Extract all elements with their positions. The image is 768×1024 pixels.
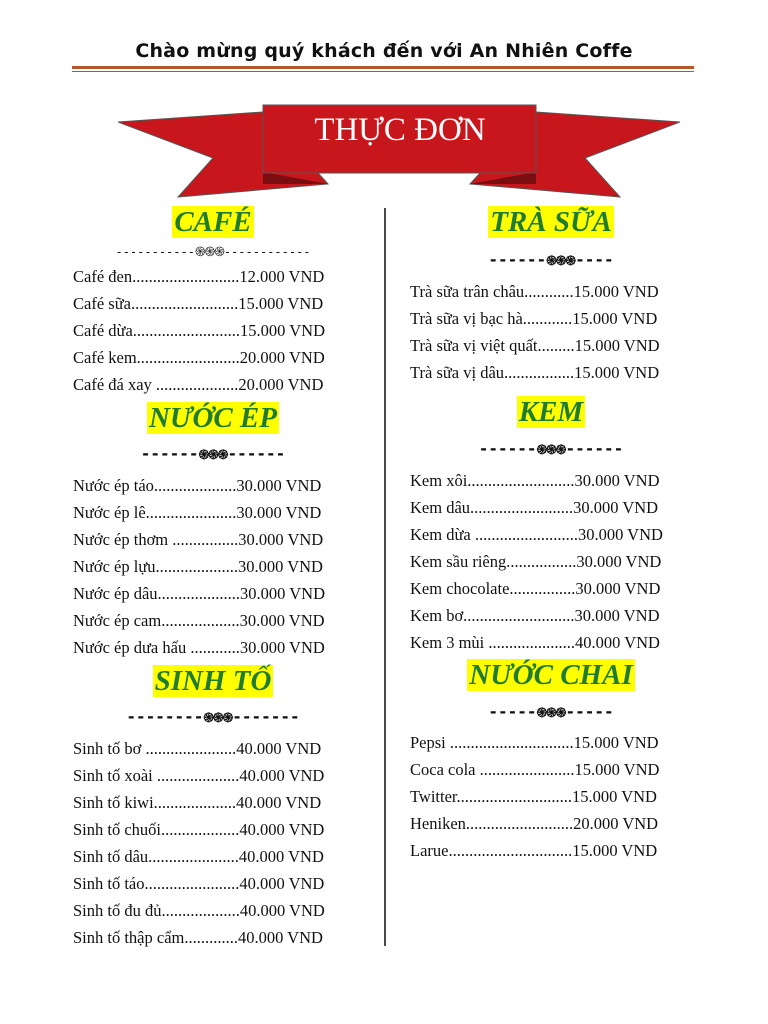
menu-item: Trà sữa trân châu............15.000 VND [410, 282, 659, 301]
ornament-tra-sua: ------֍֍֍---- [488, 250, 614, 269]
section-title-text: SINH TỐ [154, 665, 272, 697]
section-title-tra-sua [410, 206, 692, 238]
menu-item: Kem sầu riêng.................30.000 VND [410, 552, 662, 571]
menu-item: Café sữa..........................15.000 VND [73, 294, 324, 313]
menu-item: Trà sữa vị việt quất.........15.000 VND [410, 336, 660, 355]
swirl-icon: ֍֍֍ [546, 254, 576, 269]
menu-item: Sinh tố đu đủ...................40.000 VND [73, 901, 325, 920]
menu-item: Café đá xay ....................20.000 VND [73, 375, 324, 394]
swirl-icon: ֍֍֍ [536, 443, 566, 458]
menu-item: Larue..............................15.000 VND [410, 841, 658, 860]
menu-item: Sinh tố kiwi....................40.000 VND [73, 793, 322, 812]
swirl-icon: ֍֍֍ [203, 711, 233, 726]
menu-item: Sinh tố bơ ......................40.000 VND [73, 739, 322, 758]
menu-item: Sinh tố táo.......................40.000 VND [73, 874, 325, 893]
menu-item: Coca cola .......................15.000 VND [410, 760, 660, 779]
menu-item: Sinh tố xoài ....................40.000 VND [73, 766, 325, 785]
menu-item: Sinh tố thập cẩm.............40.000 VND [73, 928, 323, 947]
swirl-icon: ֍֍֍ [194, 245, 224, 260]
menu-item: Nước ép thơm ................30.000 VND [73, 530, 324, 549]
section-title-text: TRÀ SỮA [490, 206, 612, 238]
section-title-sinh-to [72, 665, 354, 697]
menu-item: Café kem.........................20.000 VND [73, 348, 325, 367]
header-rule-thin [72, 71, 694, 72]
menu-item: Kem dâu.........................30.000 VND [410, 498, 659, 517]
menu-item: Café dừa..........................15.000 VND [73, 321, 325, 340]
section-title-text: NƯỚC ÉP [148, 402, 277, 434]
section-title-text: CAFÉ [174, 206, 252, 238]
menu-item: Sinh tố chuối...................40.000 VND [73, 820, 325, 839]
menu-item: Heniken..........................20.000 VND [410, 814, 659, 833]
ornament-cafe: -----------֍֍֍------------ [115, 245, 311, 260]
menu-item: Kem bơ...........................30.000 VND [410, 606, 660, 625]
swirl-icon: ֍֍֍ [198, 448, 228, 463]
menu-item: Nước ép lựu....................30.000 VND [73, 557, 323, 576]
column-divider [384, 208, 386, 946]
menu-item: Twitter............................15.000 VND [410, 787, 657, 806]
menu-item: Trà sữa vị dâu.................15.000 VND [410, 363, 660, 382]
ornament-kem: ------֍֍֍------ [478, 439, 624, 458]
menu-item: Nước ép cam...................30.000 VND [73, 611, 325, 630]
welcome-heading: Chào mừng quý khách đến với An Nhiên Coffe [135, 40, 633, 62]
section-title-cafe [72, 206, 354, 238]
menu-item: Nước ép dâu....................30.000 VND [73, 584, 326, 603]
swirl-icon: ֍֍֍ [536, 706, 566, 721]
section-title-nuoc-chai [410, 659, 692, 691]
menu-item: Nước ép táo....................30.000 VND [73, 476, 322, 495]
menu-item: Kem chocolate................30.000 VND [410, 579, 661, 598]
ornament-nuoc-chai: -----֍֍֍----- [488, 702, 614, 721]
menu-item: Kem xôi..........................30.000 VND [410, 471, 660, 490]
menu-item: Kem 3 mùi .....................40.000 VND [410, 633, 660, 652]
menu-item: Nước ép dưa hấu ............30.000 VND [73, 638, 325, 657]
header-rule [72, 66, 694, 69]
section-title-text: NƯỚC CHAI [469, 659, 633, 691]
menu-item: Trà sữa vị bạc hà............15.000 VND [410, 309, 658, 328]
menu-item: Pepsi ..............................15.000 VND [410, 733, 659, 752]
menu-item: Kem dừa .........................30.000 VND [410, 525, 663, 544]
ornament-nuoc-ep: ------֍֍֍------ [140, 444, 286, 463]
menu-title: THỰC ĐƠN [314, 112, 486, 148]
section-title-kem [410, 396, 692, 428]
section-title-nuoc-ep [72, 402, 354, 434]
menu-item: Sinh tố dâu......................40.000 VND [73, 847, 324, 866]
menu-item: Nước ép lê......................30.000 VND [73, 503, 322, 522]
ornament-sinh-to: --------֍֍֍------- [126, 707, 300, 726]
menu-item: Café đen..........................12.000 VND [73, 267, 325, 286]
section-title-text: KEM [518, 396, 584, 428]
